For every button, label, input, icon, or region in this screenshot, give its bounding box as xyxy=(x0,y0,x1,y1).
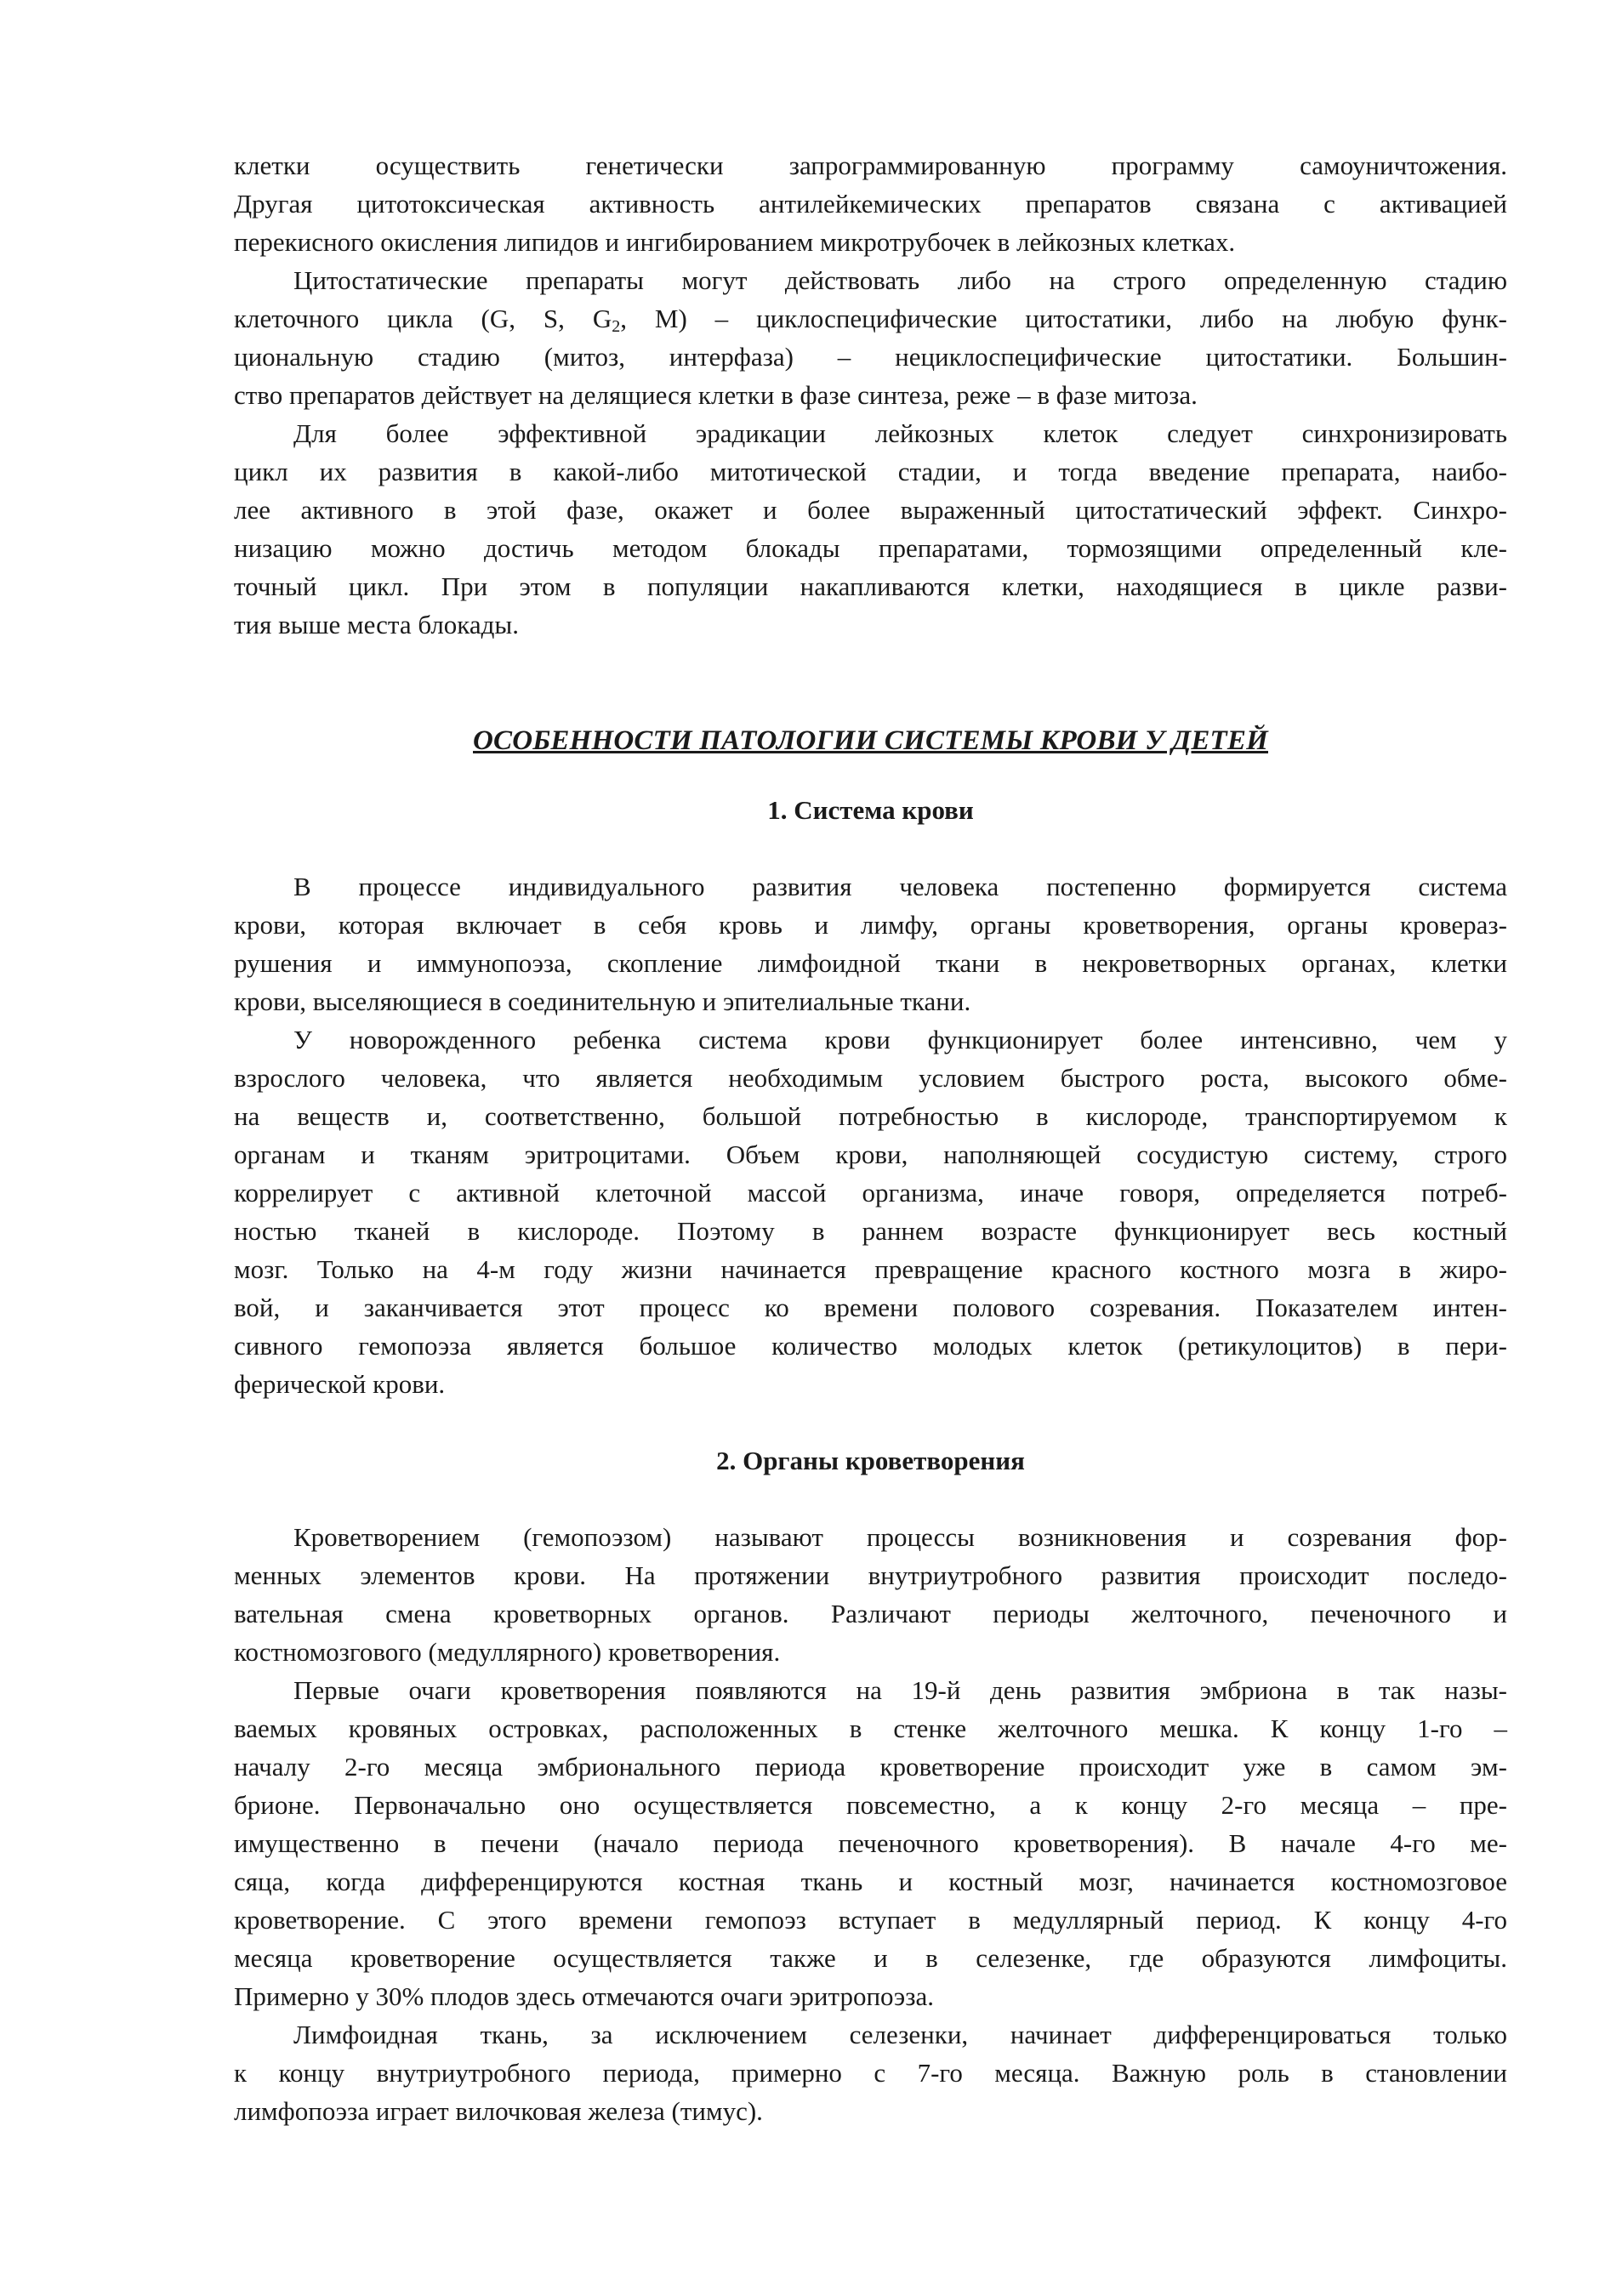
text-line: низацию можно достичь методом блокады препаратами, тормозящими определенный кле- xyxy=(234,533,1507,563)
text-line: Примерно у 30% плодов здесь отмечаются очаги эритропоэза. xyxy=(234,1981,934,2011)
sub2-paragraph-3 xyxy=(234,2015,1507,2130)
text-line: ферической крови. xyxy=(234,1369,446,1399)
text-line: менных элементов крови. На протяжении внутриутробного развития происходит последо- xyxy=(234,1560,1507,1590)
text-line: имущественно в печени (начало периода печеночного кроветворения). В начале 4-го ме- xyxy=(234,1828,1507,1858)
text-line: крови, которая включает в себя кровь и лимфу, органы кроветворения, органы крoвераз- xyxy=(234,910,1507,940)
text-line: мозг. Только на 4-м году жизни начинается превращение красного костного мозга в жиро- xyxy=(234,1254,1507,1284)
text-line: месяца кроветворение осуществляется также и в селезенке, где образуются лимфоциты. xyxy=(234,1943,1507,1973)
sub2-paragraph-2 xyxy=(234,1671,1507,2015)
sub1-paragraph-1 xyxy=(234,867,1507,1020)
text-line: Первые очаги кроветворения появляются на 19-й день развития эмбриона в так назы- xyxy=(293,1675,1507,1705)
text-line: ство препаратов действует на делящиеся клетки в фазе синтеза, реже – в фазе митоза. xyxy=(234,380,1198,410)
text-line: органам и тканям эритроцитами. Объем крови, наполняющей сосудистую систему, строго xyxy=(234,1139,1507,1169)
sub2-paragraph-1 xyxy=(234,1518,1507,1671)
text-line: Кроветворением (гемопоэзом) называют процессы возникновения и созревания фор- xyxy=(293,1522,1507,1552)
text-line: ностью тканей в кислороде. Поэтому в раннем возрасте функционирует весь костный xyxy=(234,1216,1507,1246)
subscript: 2 xyxy=(612,317,621,336)
text-line: Другая цитотоксическая активность антилейкемических препаратов связана с активацией xyxy=(234,189,1507,219)
text-line: В процессе индивидуального развития человека постепенно формируется система xyxy=(293,872,1507,901)
text-line: перекисного окисления липидов и ингибированием микротрубочек в лейкозных клетках. xyxy=(234,227,1236,257)
text-fragment: , M) – циклоспецифические цитостатики, либо на любую функ- xyxy=(620,304,1508,333)
document-page xyxy=(234,146,1507,2130)
text-line: вательная смена кроветворных органов. Различают периоды желточного, печеночного и xyxy=(234,1599,1507,1628)
text-line: цикл их развития в какой-либо митотической стадии, и тогда введение препарата, наибо- xyxy=(234,457,1507,486)
text-line: сивного гемопоэза является большое количество молодых клеток (ретикулоцитов) в пери- xyxy=(234,1331,1507,1361)
subsection-title-2: 2. Органы кроветворения xyxy=(716,1446,1025,1475)
text-line: рушения и иммунопоэза, скопление лимфоидной ткани в некроветворных органах, клетки xyxy=(234,948,1507,978)
text-line: костномозгового (медуллярного) кроветворения. xyxy=(234,1637,781,1667)
text-line: брионе. Первоначально оно осуществляется повсеместно, а к концу 2-го месяца – пре- xyxy=(234,1790,1507,1820)
text-line: крови, выселяющиеся в соединительную и эпителиальные ткани. xyxy=(234,986,971,1016)
text-line: лее активного в этой фазе, окажет и более выраженный цитостатический эффект. Синхро- xyxy=(234,495,1507,525)
subsection-title-1: 1. Система крови xyxy=(767,795,974,825)
text-line: У новорожденного ребенка система крови функционирует более интенсивно, чем у xyxy=(293,1025,1507,1054)
text-line: коррелирует с активной клеточной массой организма, иначе говоря, определяется потреб- xyxy=(234,1178,1507,1208)
text-line: Лимфоидная ткань, за исключением селезенки, начинает дифференцироваться только xyxy=(293,2020,1507,2049)
text-line-with-subscript xyxy=(234,299,1507,338)
text-line: Для более эффективной эрадикации лейкозных клеток следует синхронизировать xyxy=(293,418,1507,448)
sub1-paragraph-2 xyxy=(234,1020,1507,1403)
text-line: ваемых кровяных островках, расположенных в стенке желточного мешка. К концу 1-го – xyxy=(234,1713,1507,1743)
text-line: началу 2-го месяца эмбрионального периода кроветворение происходит уже в самом эм- xyxy=(234,1752,1507,1782)
text-fragment: клеточного цикла (G, S, G xyxy=(234,304,612,333)
text-line: точный цикл. При этом в популяции накапливаются клетки, находящиеся в цикле разви- xyxy=(234,571,1507,601)
intro-paragraph-2 xyxy=(234,261,1507,414)
text-line: вой, и заканчивается этот процесс ко времени полового созревания. Показателем интен- xyxy=(234,1293,1507,1322)
text-line: клетки осуществить генетически запрограммированную программу самоуничтожения. xyxy=(234,151,1507,180)
text-line: к концу внутриутробного периода, примерно с 7-го месяца. Важную роль в становлении xyxy=(234,2058,1507,2088)
text-line: тия выше места блокады. xyxy=(234,610,520,639)
text-line: кроветворение. С этого времени гемопоэз вступает в медуллярный период. К концу 4-го xyxy=(234,1905,1507,1935)
text-line: лимфопоэза играет вилочковая железа (тимус). xyxy=(234,2096,763,2126)
text-line: Цитостатические препараты могут действовать либо на строго определенную стадию xyxy=(293,265,1507,295)
intro-paragraph-3 xyxy=(234,414,1507,644)
text-line: взрослого человека, что является необходимым условием быстрого роста, высокого обме- xyxy=(234,1063,1507,1093)
text-line: циональную стадию (митоз, интерфаза) – нециклоспецифические цитостатики. Большин- xyxy=(234,342,1507,372)
text-line: сяца, когда дифференцируются костная ткань и костный мозг, начинается костномозговое xyxy=(234,1867,1507,1896)
text-line: на веществ и, соответственно, большой потребностью в кислороде, транспортируемом к xyxy=(234,1101,1507,1131)
section-title: ОСОБЕННОСТИ ПАТОЛОГИИ СИСТЕМЫ КРОВИ У ДЕТЕЙ xyxy=(473,725,1268,756)
intro-paragraph-1 xyxy=(234,146,1507,261)
